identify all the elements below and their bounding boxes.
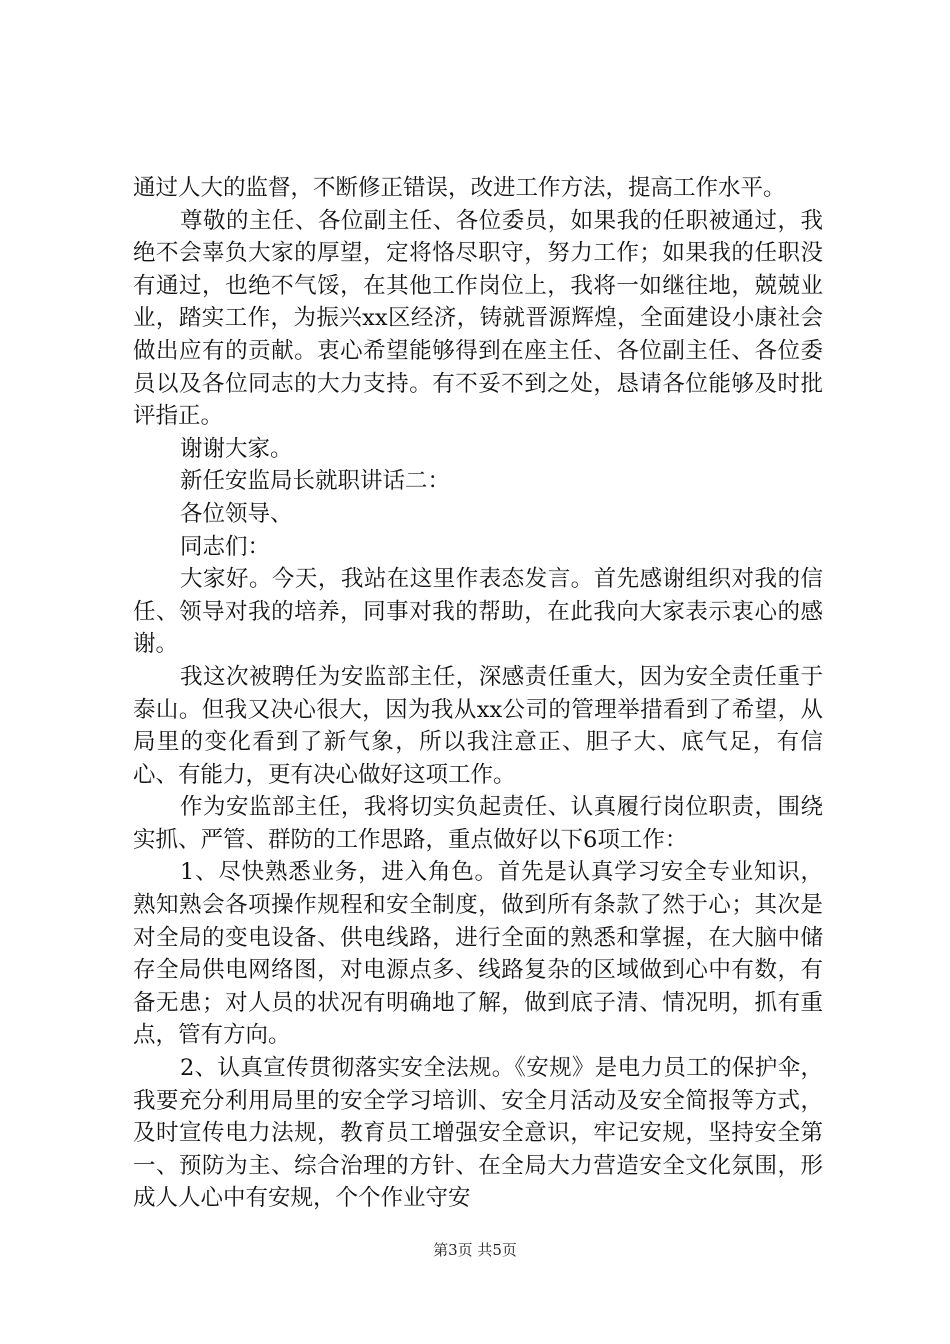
paragraph: 我这次被聘任为安监部主任，深感责任重大，因为安全责任重于泰山。但我又决心很大，因为我从xx公司的管理举措看到了希望，从局里的变化看到了新气象，所以我注意正、胆子大、底气足，有信心、有能力，更有决心做好这项工作。 [133, 663, 823, 788]
list-item: 2、认真宣传贯彻落实安全法规。《安规》是电力员工的保护伞，我要充分利用局里的安全学习培训、安全月活动及安全简报等方式，及时宣传电力法规，教育员工增强安全意识，牢记安规，坚持安全第一、预防为主、综合治理的方针、在全局大力营造安全文化氛围，形成人人心中有安规，个个作业守安 [133, 1055, 823, 1212]
list-item: 1、尽快熟悉业务，进入角色。首先是认真学习安全专业知识，熟知熟会各项操作规程和安全制度，做到所有条款了然于心；其次是对全局的变电设备、供电线路，进行全面的熟悉和掌握，在大脑中储存全局供电网络图，对电源点多、线路复杂的区域做到心中有数，有备无患；对人员的状况有明确地了解，做到底子清、情况明，抓有重点，管有方向。 [133, 859, 823, 1049]
section-heading: 新任安监局长就职讲话二： [180, 468, 451, 495]
paragraph: 大家好。今天，我站在这里作表态发言。首先感谢组织对我的信任、领导对我的培养，同事对我的帮助，在此我向大家表示衷心的感谢。 [133, 566, 823, 658]
document-body [133, 172, 823, 1215]
paragraph: 尊敬的主任、各位副主任、各位委员，如果我的任职被通过，我绝不会辜负大家的厚望，定将恪尽职守，努力工作；如果我的任职没有通过，也绝不气馁，在其他工作岗位上，我将一如继往地，兢兢业业，踏实工作，为振兴xx区经济，铸就晋源辉煌，全面建设小康社会做出应有的贡献。衷心希望能够得到在座主任、各位副主任、各位委员以及各位同志的大力支持。有不妥不到之处，恳请各位能够及时批评指正。 [133, 207, 823, 430]
salutation: 各位领导、 [180, 500, 293, 527]
page-number: 第3页 共5页 [433, 1241, 517, 1259]
paragraph: 谢谢大家。 [180, 435, 293, 462]
paragraph: 作为安监部主任，我将切实负起责任、认真履行岗位职责，围绕实抓、严管、群防的工作思路，重点做好以下6项工作： [133, 794, 823, 853]
paragraph: 通过人大的监督，不断修正错误，改进工作方法，提高工作水平。 [133, 175, 786, 201]
salutation: 同志们： [180, 533, 271, 560]
